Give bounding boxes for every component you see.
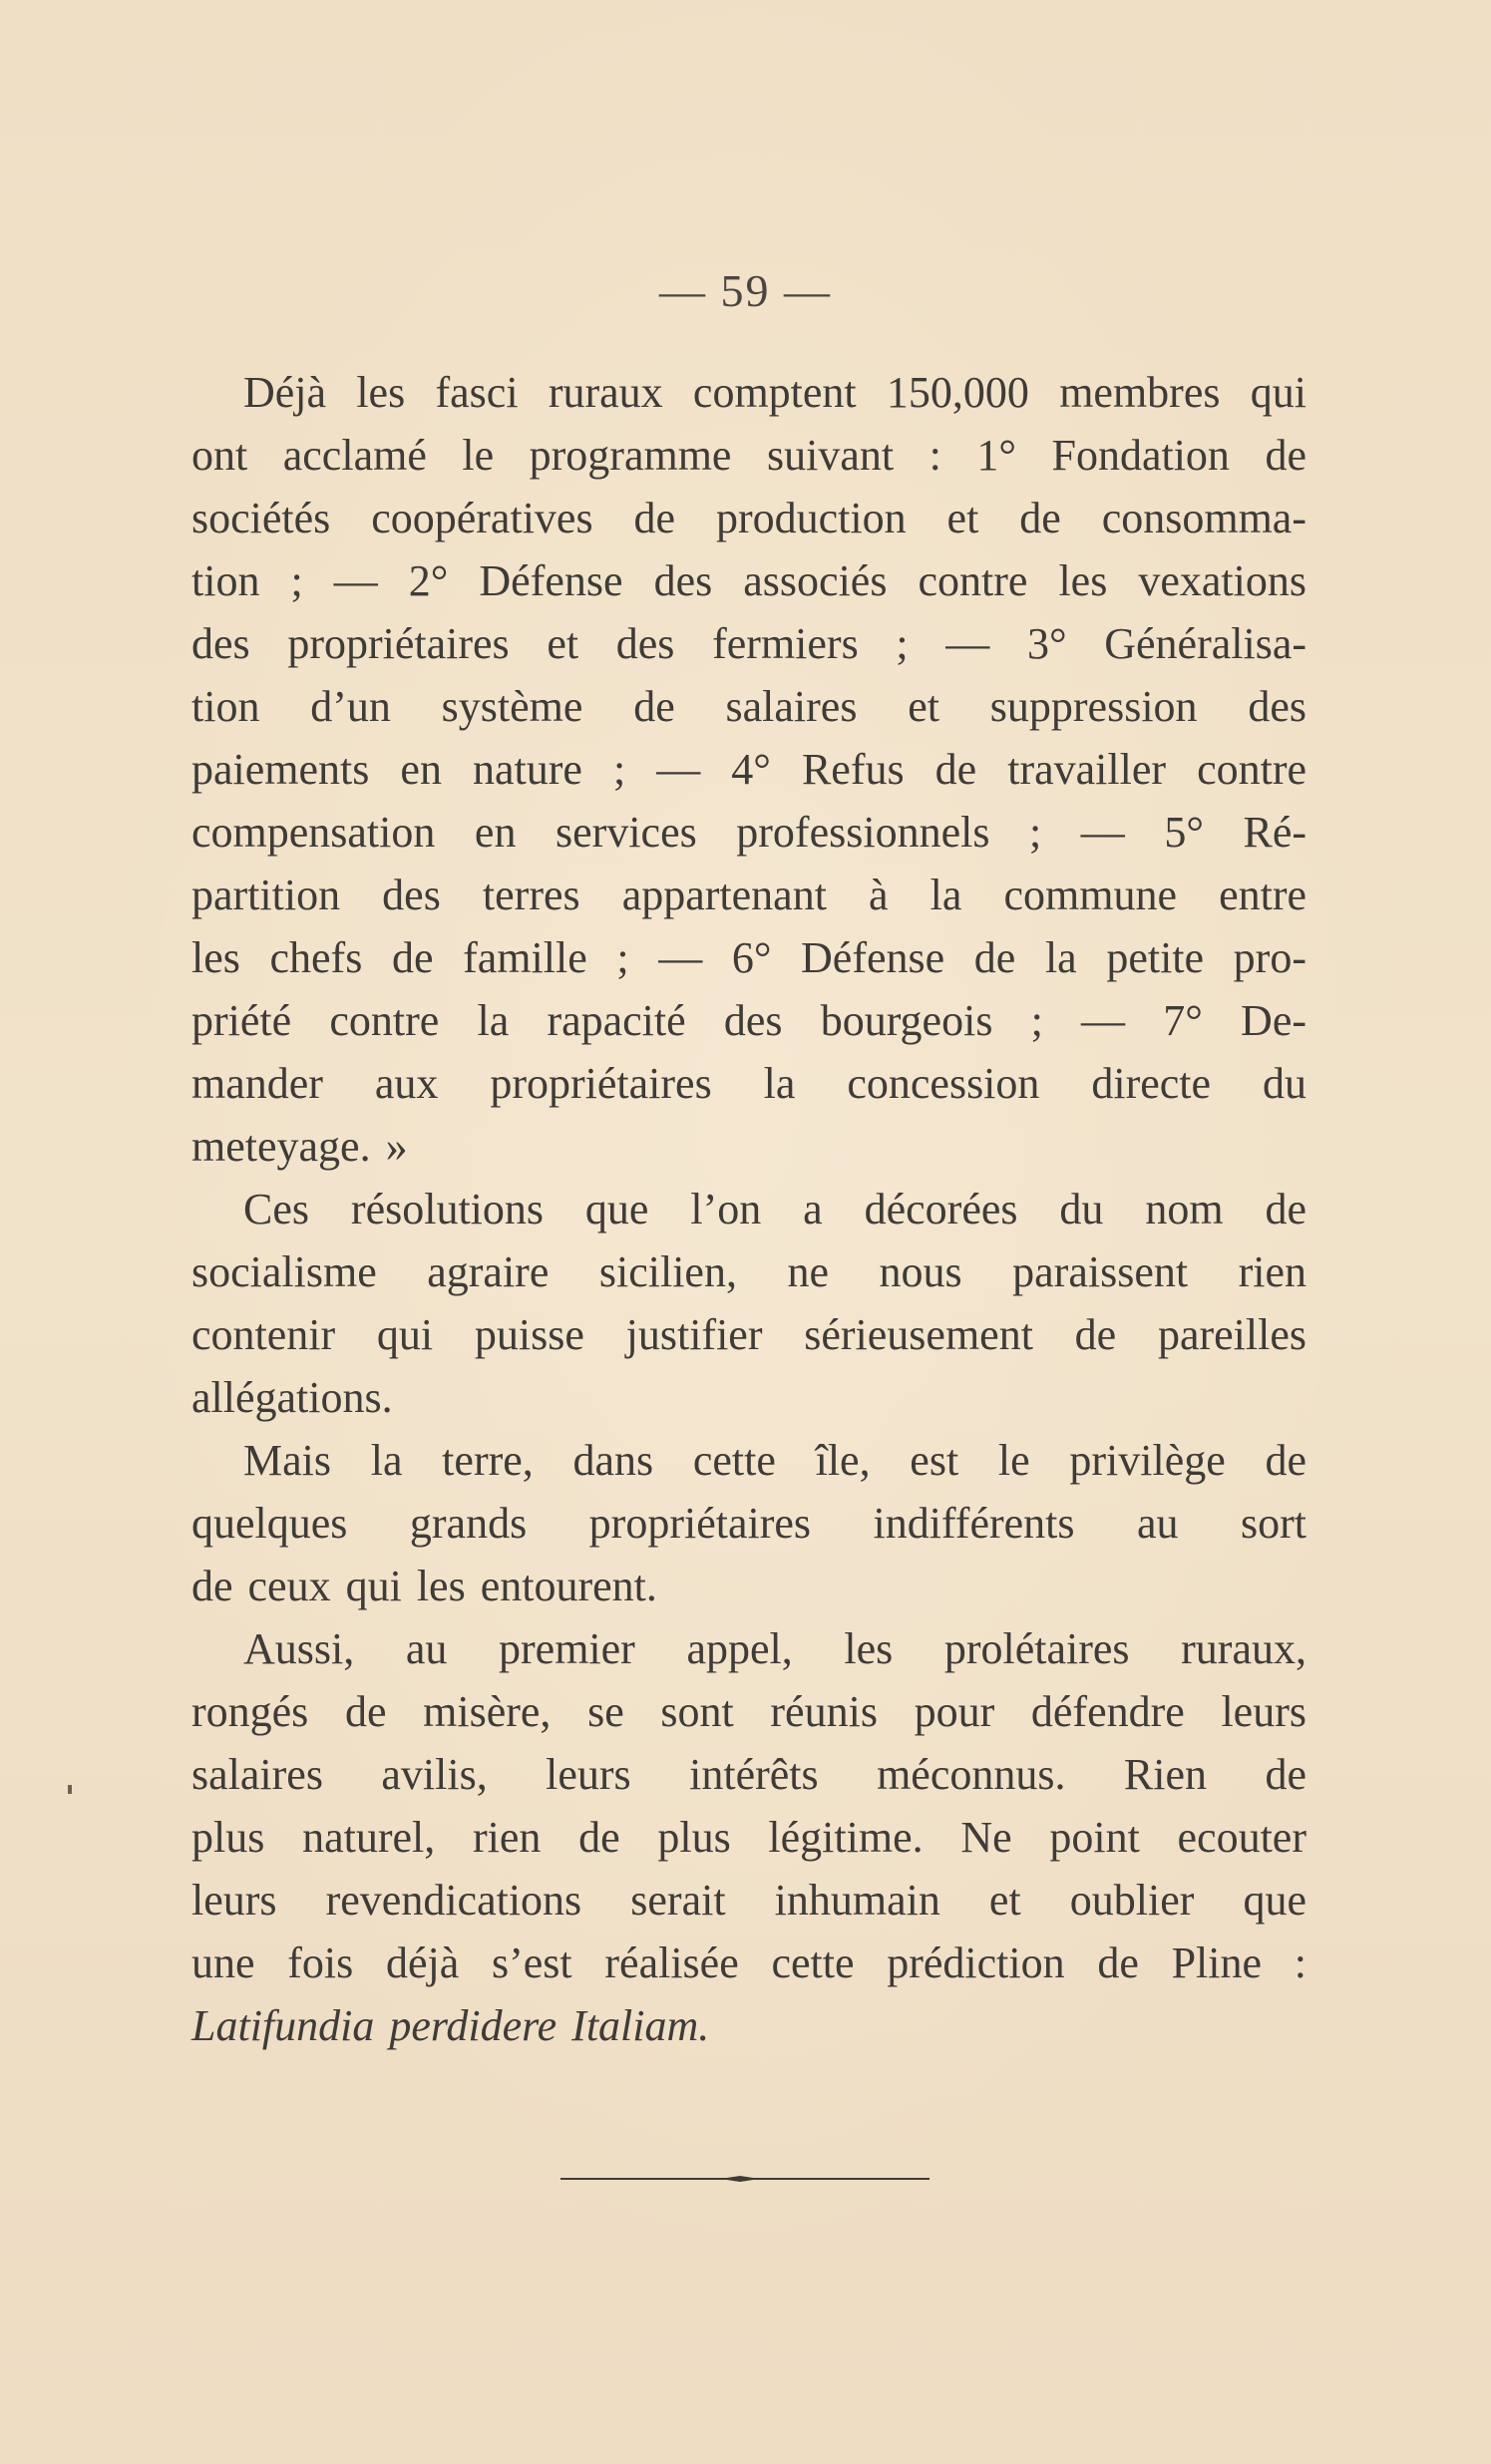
text-line: allégations. [191, 1373, 393, 1422]
text-line: sociétés coopératives de production et de consomma- [191, 494, 1306, 542]
print-speck [68, 1785, 72, 1794]
text-line: socialisme agraire sicilien, ne nous paraissent rien [191, 1247, 1306, 1296]
text-line: meteyage. » [191, 1122, 408, 1171]
text-line: quelques grands propriétaires indifférents au sort [191, 1499, 1306, 1548]
text-line: de ceux qui les entourent. [191, 1562, 657, 1610]
latin-quote: Latifundia perdidere Italiam. [191, 2001, 710, 2050]
page-number: — 59 — [659, 265, 832, 316]
text-line: compensation en services professionnels ; — 5° Ré- [191, 808, 1306, 857]
text-line: une fois déjà s’est réalisée cette prédiction de Pline : [191, 1938, 1306, 1987]
text-line: Aussi, au premier appel, les prolétaires ruraux, [243, 1624, 1306, 1673]
text-line: priété contre la rapacité des bourgeois ; — 7° De- [191, 996, 1306, 1045]
text-line: plus naturel, rien de plus légitime. Ne point ecouter [191, 1813, 1306, 1862]
text-line: partition des terres appartenant à la commune entre [191, 871, 1306, 919]
text-line: les chefs de famille ; — 6° Défense de la petite pro- [191, 933, 1306, 982]
text-line: rongés de misère, se sont réunis pour défendre leurs [191, 1687, 1306, 1736]
text-line: Mais la terre, dans cette île, est le privilège de [243, 1436, 1306, 1485]
text-line: salaires avilis, leurs intérêts méconnus. Rien de [191, 1750, 1306, 1799]
text-line: ont acclamé le programme suivant : 1° Fondation de [191, 431, 1306, 480]
text-line: des propriétaires et des fermiers ; — 3° Généralisa- [191, 619, 1306, 668]
text-line: Déjà les fasci ruraux comptent 150,000 membres qui [243, 368, 1306, 417]
text-line: Ces résolutions que l’on a décorées du nom de [243, 1185, 1306, 1233]
text-line: tion ; — 2° Défense des associés contre les vexations [191, 556, 1306, 605]
rule-with-diamond-ornament-icon [560, 2174, 930, 2184]
text-line: mander aux propriétaires la concession directe du [191, 1059, 1306, 1108]
body-text [191, 361, 1306, 2057]
text-line: contenir qui puisse justifier sérieusement de pareilles [191, 1310, 1306, 1359]
text-line: tion d’un système de salaires et suppression des [191, 682, 1306, 731]
text-line: leurs revendications serait inhumain et oublier que [191, 1876, 1306, 1925]
text-line: paiements en nature ; — 4° Refus de travailler contre [191, 745, 1306, 794]
